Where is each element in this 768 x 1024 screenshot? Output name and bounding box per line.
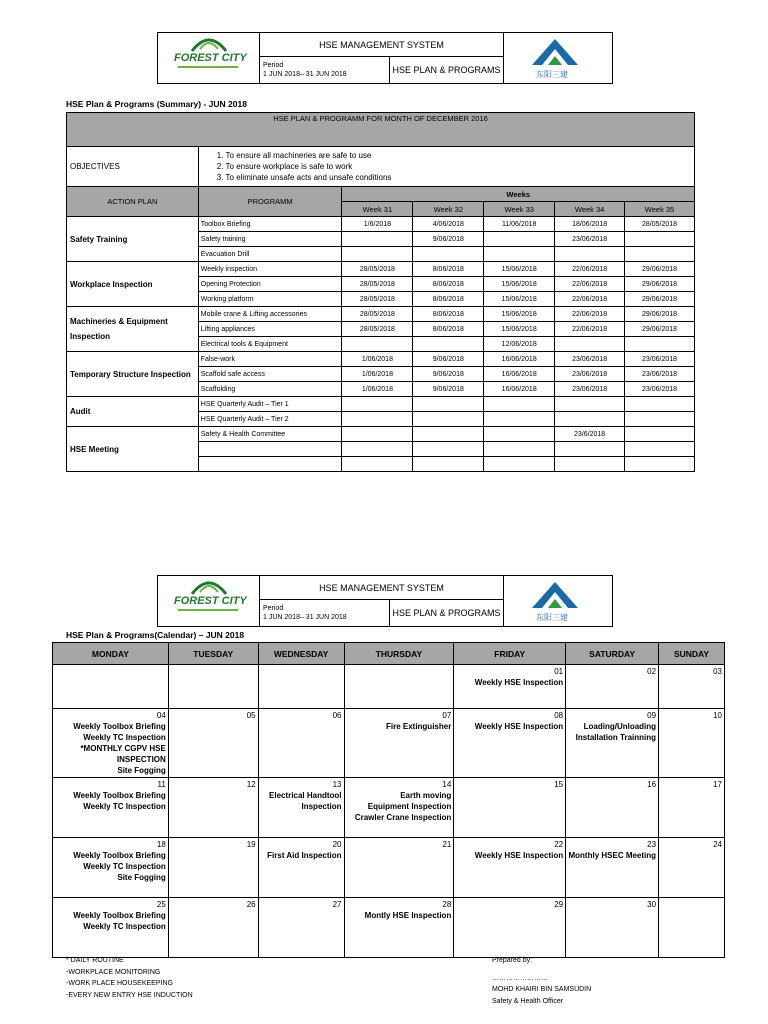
calendar-day-cell xyxy=(566,778,659,838)
week-date-cell: 9/06/2018 xyxy=(413,232,484,247)
forest-city-logo xyxy=(158,33,260,83)
day-header: THURSDAY xyxy=(344,643,454,665)
calendar-day-cell xyxy=(344,778,454,838)
week-date-cell xyxy=(413,442,484,457)
week-date-cell: 22/06/2018 xyxy=(555,307,625,322)
week-date-cell xyxy=(625,232,695,247)
day-number: 16 xyxy=(647,780,657,789)
week-date-cell: 8/06/2018 xyxy=(413,322,484,337)
week-date-cell: 9/06/2018 xyxy=(413,367,484,382)
calendar-event: Weekly TC Inspection xyxy=(83,862,166,871)
week-date-cell xyxy=(342,457,413,472)
company-logo xyxy=(504,33,612,83)
day-number: 08 xyxy=(554,711,564,720)
logo-underline xyxy=(178,66,238,68)
week-date-cell xyxy=(484,232,555,247)
week-date-cell: 15/06/2018 xyxy=(484,292,555,307)
week-date-cell: 22/06/2018 xyxy=(555,277,625,292)
week-date-cell: 8/06/2018 xyxy=(413,277,484,292)
note-item: * DAILY ROUTINE xyxy=(66,957,124,964)
week-date-cell: 1/06/2018 xyxy=(342,382,413,397)
calendar-day-cell xyxy=(53,838,169,898)
calendar-table xyxy=(52,642,725,958)
week-date-cell: 29/06/2018 xyxy=(625,262,695,277)
week-date-cell xyxy=(555,442,625,457)
period-block xyxy=(260,600,390,626)
system-title: HSE MANAGEMENT SYSTEM xyxy=(260,576,503,600)
calendar-day-cell xyxy=(659,778,725,838)
week-date-cell: 23/06/2018 xyxy=(555,382,625,397)
week-header: Week 34 xyxy=(555,202,625,217)
day-header: TUESDAY xyxy=(168,643,258,665)
week-date-cell: 23/6/2018 xyxy=(555,427,625,442)
mountain-icon xyxy=(530,37,580,69)
calendar-day-cell xyxy=(258,709,344,778)
week-header: Week 33 xyxy=(484,202,555,217)
week-date-cell: 4/06/2018 xyxy=(413,217,484,232)
action-plan-category: Audit xyxy=(67,397,199,427)
program-cell: Scaffold safe access xyxy=(198,367,342,382)
day-number: 05 xyxy=(246,711,256,720)
week-date-cell: 23/06/2018 xyxy=(625,367,695,382)
week-date-cell: 23/06/2018 xyxy=(555,232,625,247)
week-date-cell: 23/06/2018 xyxy=(555,367,625,382)
system-title: HSE MANAGEMENT SYSTEM xyxy=(260,33,503,57)
day-number: 15 xyxy=(554,780,564,789)
week-date-cell xyxy=(555,457,625,472)
day-number: 12 xyxy=(246,780,256,789)
calendar-day-cell xyxy=(344,838,454,898)
calendar-event: Weekly TC Inspection xyxy=(83,922,166,931)
week-date-cell: 9/06/2018 xyxy=(413,382,484,397)
day-number: 30 xyxy=(647,900,657,909)
day-number: 09 xyxy=(647,711,657,720)
calendar-day-cell xyxy=(566,665,659,709)
calendar-day-cell xyxy=(659,898,725,958)
period-label: Period xyxy=(263,605,284,612)
day-header: SATURDAY xyxy=(566,643,659,665)
week-date-cell: 22/06/2018 xyxy=(555,262,625,277)
week-date-cell: 28/05/2018 xyxy=(342,277,413,292)
company-logo-text: 东阳三建 xyxy=(536,70,568,79)
leaf-icon xyxy=(188,578,230,596)
calendar-week-row xyxy=(53,709,725,778)
week-date-cell: 8/06/2018 xyxy=(413,262,484,277)
program-cell: Working platform xyxy=(198,292,342,307)
week-date-cell xyxy=(625,337,695,352)
week-date-cell: 8/06/2018 xyxy=(413,292,484,307)
doc-title: HSE PLAN & PROGRAMS xyxy=(392,65,501,75)
day-header: MONDAY xyxy=(53,643,169,665)
calendar-week-row xyxy=(53,898,725,958)
calendar-day-cell xyxy=(659,665,725,709)
week-date-cell xyxy=(625,247,695,262)
program-cell: Mobile crane & Lifting accessories xyxy=(198,307,342,322)
day-number: 27 xyxy=(332,900,342,909)
day-header: SUNDAY xyxy=(659,643,725,665)
calendar-week-row xyxy=(53,665,725,709)
calendar-event: Fire Extinguisher xyxy=(385,722,452,731)
col-action-plan: ACTION PLAN xyxy=(67,187,199,217)
week-header: Week 35 xyxy=(625,202,695,217)
calendar-day-cell xyxy=(454,838,566,898)
week-date-cell xyxy=(413,397,484,412)
calendar-event: Equipment Inspection xyxy=(367,802,452,811)
week-date-cell: 23/06/2018 xyxy=(555,352,625,367)
forest-city-logo xyxy=(158,576,260,626)
week-date-cell: 28/05/2018 xyxy=(342,292,413,307)
objective-item: 3. To eliminate unsafe acts and unsafe conditions xyxy=(216,173,392,182)
calendar-event: INSPECTION xyxy=(116,755,166,764)
summary-title: HSE Plan & Programs (Summary) - JUN 2018 xyxy=(66,99,247,109)
plan-row xyxy=(67,217,695,232)
program-cell: Safety & Health Committee xyxy=(198,427,342,442)
action-plan-category: Safety Training xyxy=(67,217,199,262)
calendar-day-cell xyxy=(454,778,566,838)
calendar-event: Site Fogging xyxy=(117,873,166,882)
doc-title: HSE PLAN & PROGRAMS xyxy=(392,608,501,618)
calendar-day-cell xyxy=(344,665,454,709)
plan-row xyxy=(67,427,695,442)
day-number: 24 xyxy=(713,840,722,849)
col-weeks: Weeks xyxy=(342,187,695,202)
day-number: 13 xyxy=(332,780,342,789)
daily-routine-notes xyxy=(66,955,193,1001)
week-date-cell xyxy=(413,457,484,472)
week-date-cell xyxy=(555,412,625,427)
action-plan-category: Workplace Inspection xyxy=(67,262,199,307)
week-date-cell: 28/05/2018 xyxy=(342,262,413,277)
program-cell: Safety training xyxy=(198,232,342,247)
week-date-cell xyxy=(484,397,555,412)
day-number: 17 xyxy=(713,780,722,789)
week-date-cell: 28/05/2018 xyxy=(342,307,413,322)
week-date-cell: 28/05/2018 xyxy=(342,322,413,337)
calendar-day-cell xyxy=(53,778,169,838)
note-item: -WORKPLACE MONITORING xyxy=(66,968,161,976)
company-logo xyxy=(504,576,612,626)
day-number: 01 xyxy=(554,667,564,676)
day-number: 25 xyxy=(156,900,166,909)
calendar-event: Loading/Unloading xyxy=(583,722,657,731)
calendar-day-cell xyxy=(344,709,454,778)
week-date-cell xyxy=(342,247,413,262)
day-number: 23 xyxy=(647,840,657,849)
summary-table xyxy=(66,112,695,472)
week-date-cell: 29/06/2018 xyxy=(625,307,695,322)
day-number: 21 xyxy=(442,840,452,849)
prepared-by-label: Prepared by: xyxy=(492,957,533,964)
calendar-event: Weekly HSE Inspection xyxy=(474,678,564,687)
calendar-day-cell xyxy=(168,709,258,778)
day-header: FRIDAY xyxy=(454,643,566,665)
week-date-cell xyxy=(413,412,484,427)
col-programm: PROGRAMM xyxy=(198,187,342,217)
calendar-day-cell xyxy=(258,898,344,958)
calendar-event: First Aid Inspection xyxy=(267,851,342,860)
week-date-cell xyxy=(484,412,555,427)
calendar-event: Weekly Toolbox Briefing xyxy=(73,791,166,800)
calendar-event: Crawler Crane Inspection xyxy=(354,813,452,822)
program-cell: Scaffolding xyxy=(198,382,342,397)
program-cell: Evacuation Drill xyxy=(198,247,342,262)
week-date-cell: 15/06/2018 xyxy=(484,307,555,322)
mountain-icon xyxy=(530,580,580,612)
day-number: 07 xyxy=(442,711,452,720)
week-date-cell xyxy=(555,397,625,412)
program-cell xyxy=(198,442,342,457)
day-number: 18 xyxy=(156,840,166,849)
week-date-cell: 15/06/2018 xyxy=(484,262,555,277)
week-date-cell: 18/06/2018 xyxy=(555,217,625,232)
calendar-day-cell xyxy=(454,709,566,778)
week-date-cell xyxy=(625,442,695,457)
calendar-day-cell xyxy=(454,898,566,958)
week-date-cell xyxy=(413,427,484,442)
objective-item: 2. To ensure workplace is safe to work xyxy=(216,162,353,171)
week-date-cell: 15/06/2018 xyxy=(484,277,555,292)
calendar-day-cell xyxy=(454,665,566,709)
day-number: 02 xyxy=(647,667,657,676)
prepared-by-block xyxy=(492,955,591,1007)
week-date-cell xyxy=(484,442,555,457)
program-cell: False-work xyxy=(198,352,342,367)
calendar-week-row xyxy=(53,838,725,898)
week-header: Week 31 xyxy=(342,202,413,217)
week-date-cell: 12/06/2018 xyxy=(484,337,555,352)
day-number: 19 xyxy=(246,840,256,849)
preparer-position: Safety & Health Officer xyxy=(492,997,564,1005)
week-date-cell xyxy=(413,337,484,352)
calendar-day-cell xyxy=(168,778,258,838)
calendar-day-cell xyxy=(258,778,344,838)
program-cell xyxy=(198,457,342,472)
program-cell: Opening Protection xyxy=(198,277,342,292)
calendar-day-cell xyxy=(53,665,169,709)
note-item: -EVERY NEW ENTRY HSE INDUCTION xyxy=(66,991,193,999)
week-date-cell: 28/05/2018 xyxy=(625,217,695,232)
period-value: 1 JUN 2018– 31 JUN 2018 xyxy=(263,71,347,78)
calendar-day-cell xyxy=(566,838,659,898)
week-date-cell xyxy=(342,397,413,412)
plan-row xyxy=(67,397,695,412)
calendar-event: Site Fogging xyxy=(117,766,166,775)
program-cell: Electrical tools & Equipment xyxy=(198,337,342,352)
calendar-event: Inspection xyxy=(301,802,342,811)
program-cell: Weekly inspection xyxy=(198,262,342,277)
day-number: 11 xyxy=(157,780,166,789)
calendar-day-cell xyxy=(168,665,258,709)
day-number: 06 xyxy=(332,711,342,720)
calendar-day-cell xyxy=(168,838,258,898)
calendar-day-cell xyxy=(659,709,725,778)
week-date-cell: 29/06/2018 xyxy=(625,292,695,307)
week-date-cell: 1/06/2018 xyxy=(342,367,413,382)
calendar-event: *MONTHLY CGPV HSE xyxy=(80,744,166,753)
week-date-cell: 23/06/2018 xyxy=(625,352,695,367)
week-header: Week 32 xyxy=(413,202,484,217)
calendar-day-cell xyxy=(659,838,725,898)
calendar-event: Weekly Toolbox Briefing xyxy=(73,911,166,920)
week-date-cell xyxy=(555,247,625,262)
logo-underline xyxy=(178,609,238,611)
calendar-day-cell xyxy=(344,898,454,958)
week-date-cell: 23/06/2018 xyxy=(625,382,695,397)
week-date-cell: 15/06/2018 xyxy=(484,322,555,337)
week-date-cell xyxy=(413,247,484,262)
week-date-cell: 1/06/2018 xyxy=(342,352,413,367)
calendar-day-cell xyxy=(258,838,344,898)
program-cell: Toolbox Briefing xyxy=(198,217,342,232)
week-date-cell: 29/06/2018 xyxy=(625,277,695,292)
week-date-cell: 8/06/2018 xyxy=(413,307,484,322)
calendar-title: HSE Plan & Programs(Calendar) – JUN 2018 xyxy=(66,630,245,640)
period-block xyxy=(260,57,390,83)
objectives-label: OBJECTIVES xyxy=(67,147,199,187)
document-header xyxy=(157,32,613,84)
calendar-event: Electrical Handtool xyxy=(269,791,342,800)
calendar-day-cell xyxy=(53,709,169,778)
calendar-week-row xyxy=(53,778,725,838)
day-header: WEDNESDAY xyxy=(258,643,344,665)
objective-item: 1. To ensure all machineries are safe to use xyxy=(216,151,372,160)
week-date-cell: 16/06/2018 xyxy=(484,367,555,382)
week-date-cell xyxy=(625,457,695,472)
company-logo-text: 东阳三建 xyxy=(536,613,568,622)
week-date-cell xyxy=(625,397,695,412)
calendar-day-cell xyxy=(566,709,659,778)
calendar-event: Weekly TC Inspection xyxy=(83,802,166,811)
week-date-cell xyxy=(625,412,695,427)
week-date-cell: 9/06/2018 xyxy=(413,352,484,367)
day-number: 14 xyxy=(442,780,452,789)
week-date-cell xyxy=(484,457,555,472)
week-date-cell xyxy=(625,427,695,442)
day-number: 22 xyxy=(554,840,564,849)
week-date-cell: 29/06/2018 xyxy=(625,322,695,337)
week-date-cell: 22/06/2018 xyxy=(555,322,625,337)
plan-row xyxy=(67,262,695,277)
program-cell: HSE Quarterly Audit – Tier 1 xyxy=(198,397,342,412)
calendar-event: Weekly HSE Inspection xyxy=(474,722,564,731)
note-item: -WORK PLACE HOUSEKEEPING xyxy=(66,980,173,987)
logo-text: FOREST CITY xyxy=(174,52,247,64)
signature-line: …………………… xyxy=(492,974,548,982)
week-date-cell: 1/6/2018 xyxy=(342,217,413,232)
calendar-event: Weekly Toolbox Briefing xyxy=(73,851,166,860)
calendar-event: Monthly HSEC Meeting xyxy=(568,851,657,860)
objectives-list xyxy=(198,147,694,187)
week-date-cell xyxy=(342,427,413,442)
week-date-cell: 16/06/2018 xyxy=(484,352,555,367)
week-date-cell xyxy=(484,427,555,442)
calendar-event: Montly HSE Inspection xyxy=(364,911,452,920)
calendar-event: Weekly TC Inspection xyxy=(83,733,166,742)
calendar-day-cell xyxy=(258,665,344,709)
action-plan-category: Temporary Structure Inspection xyxy=(67,352,199,397)
week-date-cell xyxy=(342,232,413,247)
week-date-cell xyxy=(484,247,555,262)
period-label: Period xyxy=(263,62,284,69)
calendar-event: Weekly HSE Inspection xyxy=(474,851,564,860)
day-number: 03 xyxy=(713,667,722,676)
day-number: 10 xyxy=(713,711,722,720)
action-plan-category: Machineries & Equipment Inspection xyxy=(67,307,199,352)
plan-row xyxy=(67,307,695,322)
calendar-event: Weekly Toolbox Briefing xyxy=(73,722,166,731)
calendar-day-cell xyxy=(168,898,258,958)
week-date-cell: 22/06/2018 xyxy=(555,292,625,307)
week-date-cell xyxy=(555,337,625,352)
calendar-event: Installation Trainning xyxy=(575,733,657,742)
day-number: 04 xyxy=(156,711,166,720)
calendar-day-cell xyxy=(53,898,169,958)
week-date-cell xyxy=(342,412,413,427)
plan-row xyxy=(67,352,695,367)
week-date-cell: 16/06/2018 xyxy=(484,382,555,397)
logo-text: FOREST CITY xyxy=(174,595,247,607)
calendar-header xyxy=(157,575,613,627)
leaf-icon xyxy=(188,35,230,53)
day-number: 26 xyxy=(246,900,256,909)
plan-banner: HSE PLAN & PROGRAMM FOR MONTH OF DECEMBER 2016 xyxy=(67,113,695,147)
preparer-name: MOHD KHAIRI BIN SAMSUDIN xyxy=(492,986,592,993)
calendar-event: Earth moving xyxy=(400,791,452,800)
program-cell: Lifting appliances xyxy=(198,322,342,337)
action-plan-category: HSE Meeting xyxy=(67,427,199,472)
program-cell: HSE Quarterly Audit – Tier 2 xyxy=(198,412,342,427)
period-value: 1 JUN 2018– 31 JUN 2018 xyxy=(263,614,347,621)
day-number: 29 xyxy=(554,900,564,909)
day-number: 28 xyxy=(442,900,452,909)
week-date-cell xyxy=(342,337,413,352)
calendar-day-cell xyxy=(566,898,659,958)
week-date-cell: 11/06/2018 xyxy=(484,217,555,232)
week-date-cell xyxy=(342,442,413,457)
day-number: 20 xyxy=(332,840,342,849)
